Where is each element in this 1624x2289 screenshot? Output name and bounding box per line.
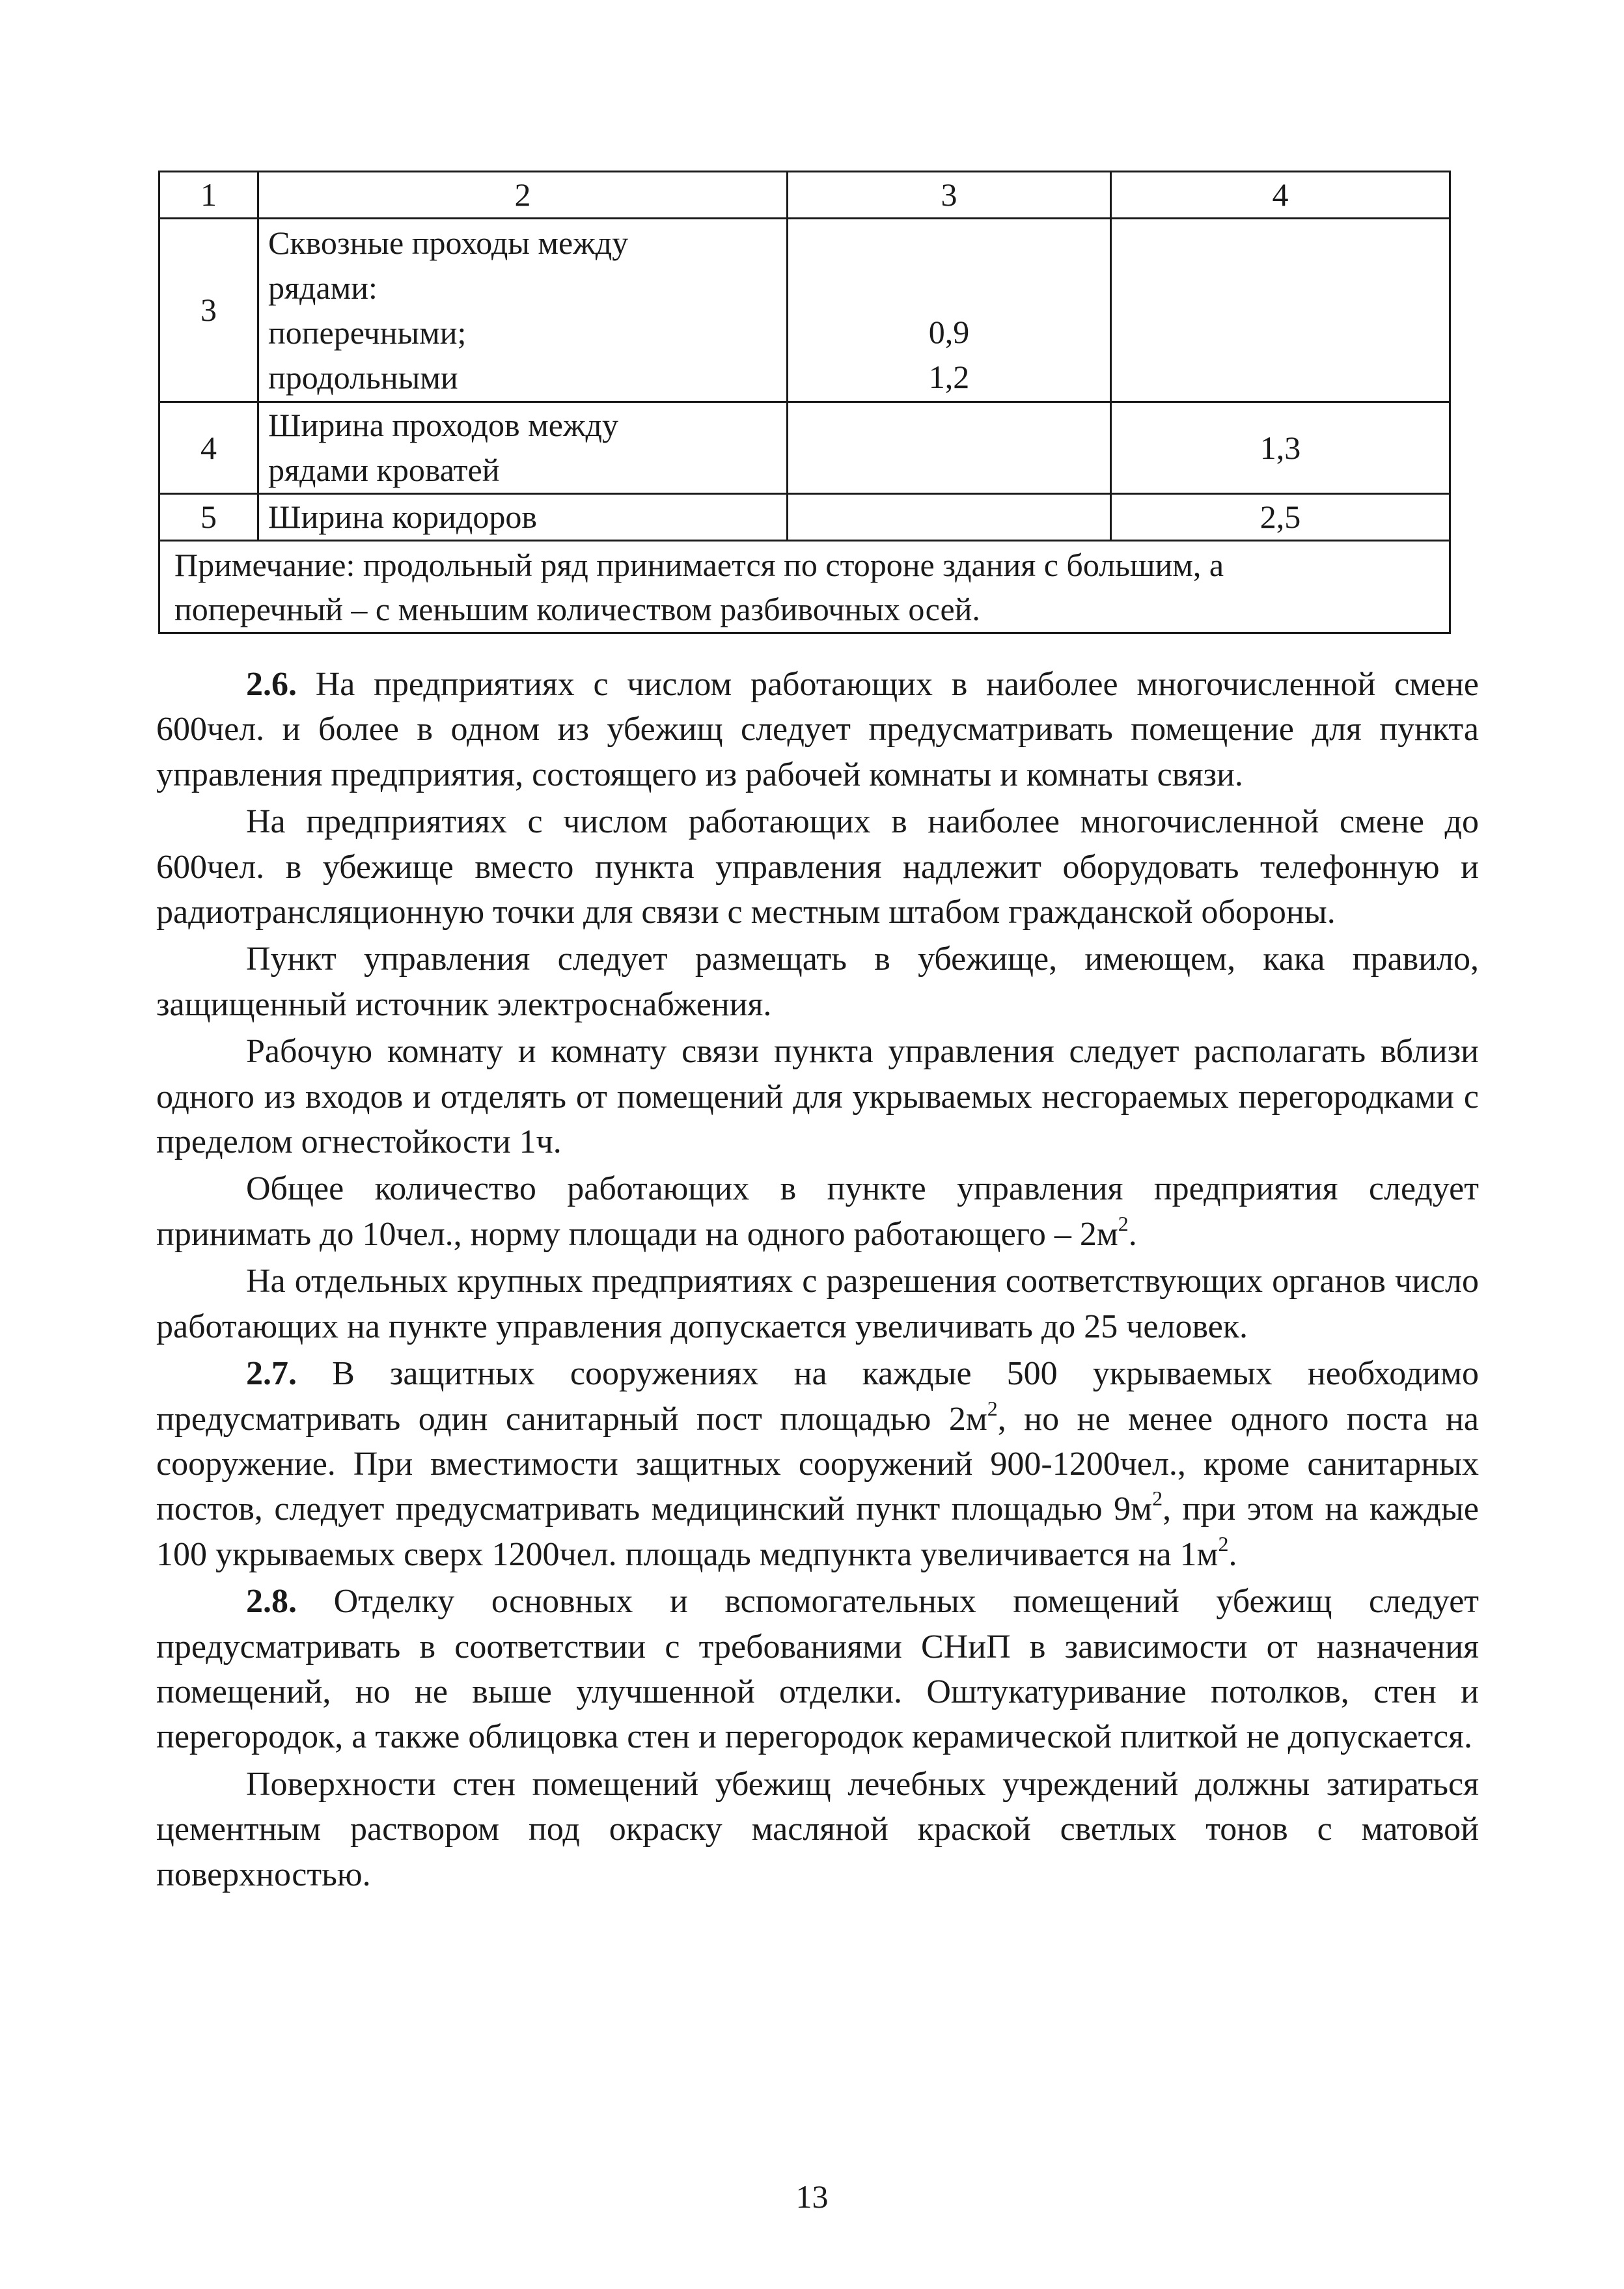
paragraph-text: Пункт управления следует размещать в убежище, имеющем, кака правило, защищенный источник электроснабжения. xyxy=(156,940,1479,1023)
row-number: 5 xyxy=(159,494,258,541)
row-description-line: Ширина проходов между xyxy=(268,407,618,443)
row-description xyxy=(258,219,788,402)
paragraph xyxy=(156,1351,1479,1577)
paragraph xyxy=(156,1166,1479,1257)
paragraph-text: , но не менее одного поста на сооружение. При вместимости защитных сооружений 900-1200чел., кроме санитарных постов, следует предусматривать медицинский пункт площадью 9м xyxy=(156,1400,1479,1528)
row-description-line: рядами: xyxy=(268,269,378,306)
paragraph xyxy=(156,937,1479,1027)
row-value-line: 1,2 xyxy=(928,359,970,395)
paragraph-text: На отдельных крупных предприятиях с разрешения соответствующих органов число работающих на пункте управления допускается увеличивать до 25 человек. xyxy=(156,1263,1479,1345)
row-value-col4: 2,5 xyxy=(1111,494,1450,541)
superscript: 2 xyxy=(987,1396,998,1420)
row-value-col3 xyxy=(788,494,1111,541)
table-note-line: Примечание: продольный ряд принимается по стороне здания с большим, а xyxy=(174,546,1224,583)
table-note-line: поперечный – с меньшим количеством разбивочных осей. xyxy=(174,590,980,627)
table-note xyxy=(159,541,1450,633)
row-value-col4: 1,3 xyxy=(1111,402,1450,494)
paragraph xyxy=(156,1259,1479,1349)
body-text xyxy=(156,662,1479,1897)
table-note-row xyxy=(159,541,1450,633)
row-number: 3 xyxy=(159,219,258,402)
table-header-cell: 2 xyxy=(258,172,788,219)
paragraph-text: . xyxy=(1228,1535,1237,1573)
paragraph-text: Рабочую комнату и комнату связи пункта управления следует располагать вблизи одного из входов и отделять от помещений для укрываемых несгораемых перегородками с пределом огнестойкости 1ч. xyxy=(156,1033,1479,1161)
paragraph-text: Отделку основных и вспомогательных помещений убежищ следует предусматривать в соответствии с требованиями СНиП в зависимости от назначения помещений, но не выше улучшенной отделки. Оштукатуривание потолков, стен и перегородок, а также облицовка стен и перегородок керамической плиткой не допускается. xyxy=(156,1583,1479,1756)
table-row xyxy=(159,219,1450,402)
paragraph-text: На предприятиях с числом работающих в наиболее многочисленной смене 600чел. и более в одном из убежищ следует предусматривать помещение для пункта управления предприятия, состоящего из рабочей комнаты и комнаты связи. xyxy=(156,666,1479,793)
superscript: 2 xyxy=(1218,1531,1229,1556)
table-header-cell: 3 xyxy=(788,172,1111,219)
paragraph-text: На предприятиях с числом работающих в наиболее многочисленной смене до 600чел. в убежище вместо пункта управления надлежит оборудовать телефонную и радиотрансляционную точки для связи с местным штабом гражданской обороны. xyxy=(156,803,1479,931)
superscript: 2 xyxy=(1118,1211,1129,1235)
paragraph xyxy=(156,1579,1479,1760)
paragraph xyxy=(156,662,1479,797)
superscript: 2 xyxy=(1152,1487,1163,1511)
paragraph-text: . xyxy=(1128,1215,1137,1253)
row-description-line: Ширина коридоров xyxy=(268,499,537,535)
page-number: 13 xyxy=(795,2178,829,2215)
table-header-cell: 1 xyxy=(159,172,258,219)
row-value-col3 xyxy=(788,402,1111,494)
paragraph-text: В защитных сооружениях на каждые 500 укрываемых необходимо предусматривать один санитарный пост площадью 2м xyxy=(156,1355,1479,1438)
norms-table xyxy=(158,171,1451,634)
row-value-col4 xyxy=(1111,219,1450,402)
row-number: 4 xyxy=(159,402,258,494)
paragraph-text: Поверхности стен помещений убежищ лечебных учреждений должны затираться цементным раствором под окраску масляной краской светлых тонов с матовой поверхностью. xyxy=(156,1765,1479,1893)
row-description-line: поперечными; xyxy=(268,314,467,351)
row-description-line: Сквозные проходы между xyxy=(268,224,629,261)
row-description xyxy=(258,494,788,541)
clause-number: 2.8. xyxy=(246,1583,297,1621)
row-value-col3 xyxy=(788,219,1111,402)
paragraph xyxy=(156,1029,1479,1164)
clause-number: 2.7. xyxy=(246,1355,297,1393)
row-description xyxy=(258,402,788,494)
table-row xyxy=(159,402,1450,494)
paragraph-text: Общее количество работающих в пункте управления предприятия следует принимать до 10чел., норму площади на одного работающего – 2м xyxy=(156,1170,1479,1253)
row-description-line: продольными xyxy=(268,359,458,396)
row-description-line: рядами кроватей xyxy=(268,452,500,488)
paragraph xyxy=(156,799,1479,935)
row-value-line: 0,9 xyxy=(928,314,970,350)
table-row xyxy=(159,494,1450,541)
table-header-cell: 4 xyxy=(1111,172,1450,219)
table-header-row xyxy=(159,172,1450,219)
clause-number: 2.6. xyxy=(246,666,297,703)
paragraph xyxy=(156,1762,1479,1897)
paragraph-text: , при этом на каждые 100 укрываемых сверх 1200чел. площадь медпункта увеличивается на 1м xyxy=(156,1490,1479,1573)
